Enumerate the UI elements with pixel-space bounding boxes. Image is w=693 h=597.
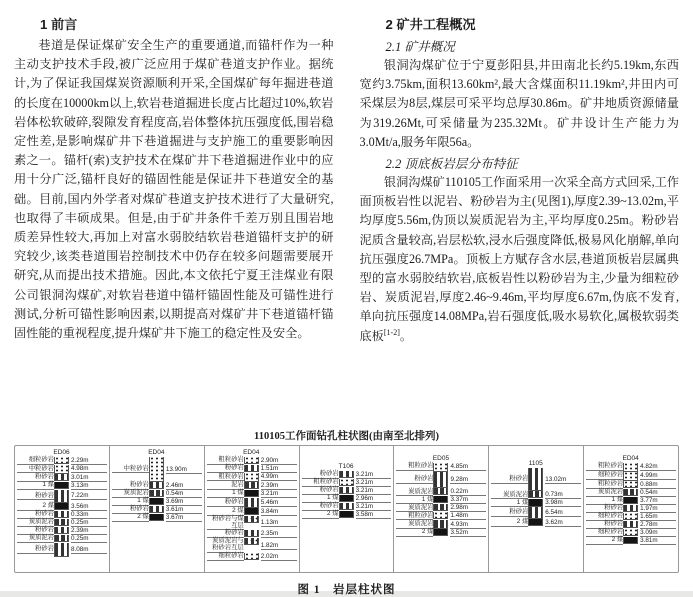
- strata-row: [207, 516, 297, 531]
- lithology-pattern-cell: [623, 513, 638, 520]
- subsection-heading-2-2: 2.2 顶底板岩层分布特征: [385, 157, 518, 172]
- lithology-pattern-cell: [149, 514, 164, 521]
- borehole-id: ED04: [148, 449, 165, 456]
- thickness-value: 3.21m: [356, 503, 392, 511]
- paragraph-text: 银洞沟煤矿110105工作面采用一次采全高方式回采,工作面顶板岩性以泥岩、粉砂岩为主(见图1),厚度2.39~13.02m,平均厚度5.56m,伪顶以炭质泥岩为主,平均厚度0.25m。粉砂岩泥质含量较高,岩层松软,浸水后强度降低,极易风化崩解,单向抗压强度26.7MPa。顶板上方赋存含水层,巷道顶板岩层属典型的富水弱胶结软岩,底板岩性以粉砂岩为主,少量为细粒砂岩、炭质泥岩,厚度2.46~9.46m,平均厚度6.67m,伪底不发育,单向抗压强度14.08MPa,岩石强度低,吸水易软化,属极软弱类底板: [359, 175, 679, 343]
- lithology-label: 炭质泥岩: [396, 505, 433, 513]
- strata-row: [491, 491, 581, 499]
- right-column: [360, 14, 680, 422]
- thickness-value: 0.54m: [166, 490, 202, 498]
- thickness-value: 3.01m: [71, 474, 107, 482]
- lithology-label: 粉砂岩: [112, 482, 149, 490]
- strata-row: [17, 535, 107, 543]
- thickness-value: 3.62m: [545, 519, 581, 527]
- strata-row: [586, 537, 676, 545]
- lithology-label: 2 煤: [17, 503, 54, 511]
- lithology-label: 2 煤: [491, 519, 528, 527]
- thickness-value: 2.29m: [71, 457, 107, 465]
- lithology-pattern-cell: [244, 498, 259, 508]
- thickness-value: 3.77m: [640, 497, 676, 505]
- lithology-pattern-cell: [244, 553, 259, 560]
- lithology-label: 粗粒砂岩: [207, 457, 244, 465]
- lithology-label: 1 煤: [207, 490, 244, 498]
- lithology-pattern-cell: [54, 474, 69, 481]
- strata-row: [586, 513, 676, 521]
- thickness-value: 6.54m: [545, 509, 581, 517]
- strata-row: [396, 529, 486, 537]
- lithology-pattern-cell: [339, 487, 354, 494]
- lithology-label: 粉砂岩: [112, 506, 149, 514]
- thickness-value: 0.25m: [71, 519, 107, 527]
- lithology-pattern-cell: [623, 497, 638, 504]
- thickness-value: 1.65m: [640, 513, 676, 521]
- lithology-pattern-cell: [623, 537, 638, 544]
- thickness-value: 3.21m: [356, 471, 392, 479]
- borehole-id: ED04: [622, 455, 639, 462]
- lithology-label: 中粒砂岩: [112, 466, 149, 474]
- lithology-pattern-cell: [54, 482, 69, 489]
- lithology-label: 粗粒砂岩: [586, 463, 623, 471]
- thickness-value: 0.54m: [640, 489, 676, 497]
- lithology-label: 细粒砂岩: [207, 553, 244, 561]
- strata-row: [491, 468, 581, 491]
- lithology-label: 粉砂岩: [207, 465, 244, 473]
- lithology-label: 炭质泥岩: [17, 535, 54, 543]
- thickness-value: 0.88m: [640, 481, 676, 489]
- thickness-value: 4.99m: [261, 473, 297, 481]
- lithology-pattern-cell: [528, 468, 543, 491]
- thickness-value: 3.84m: [261, 508, 297, 516]
- thickness-value: 2.39m: [261, 482, 297, 490]
- thickness-value: 4.98m: [71, 465, 107, 473]
- lithology-pattern-cell: [339, 511, 354, 518]
- thickness-value: 3.13m: [71, 482, 107, 490]
- strata-row: [207, 553, 297, 561]
- strata-row: [207, 473, 297, 482]
- strata-row: [396, 472, 486, 489]
- paragraph-text: 。: [399, 328, 413, 343]
- lithology-label: 粉砂岩: [17, 511, 54, 519]
- thickness-value: 3.98m: [545, 499, 581, 507]
- lithology-label: 炭质泥岩: [17, 519, 54, 527]
- thickness-value: 1.13m: [261, 519, 297, 527]
- lithology-pattern-cell: [528, 519, 543, 526]
- lithology-label: 细粒砂岩: [586, 529, 623, 537]
- thickness-value: 9.28m: [450, 476, 486, 484]
- lithology-pattern-cell: [433, 463, 448, 472]
- borehole-panel: [205, 446, 300, 572]
- lithology-label: 1 煤: [586, 497, 623, 505]
- borehole-panel: [300, 446, 395, 572]
- strata-row: [112, 498, 202, 506]
- lithology-pattern-cell: [149, 490, 164, 497]
- lithology-label: 粉砂岩: [17, 546, 54, 554]
- lithology-label: 炭质泥岩与粉砂岩互层: [207, 538, 244, 553]
- thickness-value: 2.46m: [166, 482, 202, 490]
- thickness-value: 3.58m: [356, 511, 392, 519]
- lithology-pattern-cell: [54, 465, 69, 474]
- strata-row: [17, 474, 107, 482]
- lithology-label: 粉砂岩: [302, 503, 339, 511]
- borehole-id: ED06: [53, 449, 70, 456]
- borehole-panel: [15, 446, 110, 572]
- lithology-pattern-cell: [54, 535, 69, 542]
- strata-row: [17, 457, 107, 465]
- lithology-pattern-cell: [54, 457, 69, 464]
- lithology-pattern-cell: [149, 482, 164, 489]
- subsection-heading-2-1: 2.1 矿井概况: [385, 40, 455, 54]
- lithology-pattern-cell: [339, 495, 354, 502]
- lithology-pattern-cell: [623, 472, 638, 481]
- lithology-label: 2 煤: [396, 529, 433, 537]
- thickness-value: 13.90m: [166, 466, 202, 474]
- strata-row: [207, 490, 297, 498]
- thickness-value: 3.56m: [71, 503, 107, 511]
- lithology-pattern-cell: [339, 471, 354, 478]
- lithology-pattern-cell: [244, 538, 259, 545]
- lithology-label: 粉砂岩: [17, 493, 54, 501]
- thickness-value: 4.93m: [450, 521, 486, 529]
- lithology-pattern-cell: [433, 496, 448, 503]
- lithology-pattern-cell: [433, 520, 448, 529]
- lithology-pattern-cell: [244, 530, 259, 537]
- lithology-label: 炭质泥岩: [396, 521, 433, 529]
- thickness-value: 3.21m: [356, 479, 392, 487]
- lithology-label: 1 煤: [302, 495, 339, 503]
- lithology-label: 粉砂岩: [491, 476, 528, 484]
- thickness-value: 3.67m: [166, 514, 202, 522]
- thickness-value: 3.69m: [166, 498, 202, 506]
- thickness-value: 1.97m: [640, 505, 676, 513]
- lithology-label: 2 煤: [112, 514, 149, 522]
- thickness-value: 2.35m: [261, 530, 297, 538]
- borehole-panels: [14, 445, 679, 573]
- lithology-label: 1 煤: [491, 500, 528, 508]
- thickness-value: 1.48m: [450, 512, 486, 520]
- strata-row: [302, 503, 392, 511]
- thickness-value: 5.46m: [261, 499, 297, 507]
- roof-floor-paragraph: [360, 173, 680, 346]
- strata-row: [302, 495, 392, 503]
- strata-row: [396, 520, 486, 529]
- lithology-label: 1 煤: [17, 482, 54, 490]
- text-columns: [14, 14, 679, 422]
- lithology-pattern-cell: [244, 482, 259, 489]
- lithology-pattern-cell: [149, 457, 164, 482]
- intro-paragraph: 巷道是保证煤矿安全生产的重要通道,而锚杆作为一种主动支护技术手段,被广泛应用于煤矿巷道支护作业。据统计,为了保证我国煤炭资源顺利开采,全国煤矿每年掘进巷道的长度在10000km以上,软岩巷道掘进长度占比超过10%,软岩岩体松软破碎,裂隙发育程度高,岩体整体抗压强度低,围岩稳定性差,是影响煤矿井下巷道掘进与支护施工的重要影响因素之一。锚杆(索)支护技术在煤矿井下巷道掘进作业中的应用十分广泛,锚杆良好的锚固性能是保证井下巷道安全的基础。目前,国内外学者对煤矿巷道支护技术进行了大量研究,也取得了丰硕成果。但是,由于矿井条件千差万别且围岩地质差异性较大,再加上对富水弱胶结软岩巷道锚杆支护的研究较少,该类巷道围岩控制技术中仍存在较多问题需要展开研究,从而提出技术措施。因此,本文依托宁夏王洼煤业有限公司银洞沟煤矿,对软岩巷道中锚杆锚固性能及可锚性进行测试,分析可锚性影响因素,以期提高对煤矿井下巷道锚杆锚固性能的重视程度,提升煤矿井下施工的稳定性及安全。: [14, 38, 334, 341]
- lithology-pattern-cell: [339, 503, 354, 510]
- lithology-label: 2 煤: [586, 537, 623, 545]
- lithology-label: 粗粒砂岩: [396, 513, 433, 521]
- thickness-value: 13.02m: [545, 476, 581, 484]
- strata-row: [207, 465, 297, 473]
- figure-1: [14, 428, 679, 597]
- lithology-pattern-cell: [54, 519, 69, 526]
- lithology-label: 粉砂岩: [586, 505, 623, 513]
- thickness-value: 0.73m: [545, 491, 581, 499]
- lithology-label: 粗粒砂岩: [396, 463, 433, 471]
- lithology-label: 炭质泥岩: [586, 489, 623, 497]
- borehole-panel: [110, 446, 205, 572]
- lithology-pattern-cell: [623, 463, 638, 472]
- lithology-label: 粗粒砂岩: [586, 481, 623, 489]
- thickness-value: 3.81m: [640, 537, 676, 545]
- lithology-label: 2 煤: [207, 508, 244, 516]
- lithology-label: 1 煤: [112, 498, 149, 506]
- borehole-panel: [489, 446, 584, 572]
- strata-row: [17, 519, 107, 527]
- strata-row: [112, 514, 202, 522]
- strata-row: [491, 499, 581, 507]
- lithology-label: 粉砂岩: [207, 499, 244, 507]
- lithology-pattern-cell: [528, 507, 543, 519]
- strata-row: [586, 497, 676, 505]
- borehole-panel: [584, 446, 678, 572]
- lithology-pattern-cell: [54, 503, 69, 510]
- lithology-pattern-cell: [54, 543, 69, 558]
- thickness-value: 0.25m: [71, 535, 107, 543]
- lithology-label: 粉砂岩: [396, 476, 433, 484]
- thickness-value: 2.02m: [261, 553, 297, 561]
- strata-row: [112, 490, 202, 498]
- lithology-pattern-cell: [623, 481, 638, 488]
- lithology-pattern-cell: [433, 512, 448, 519]
- lithology-label: 粉砂岩: [17, 474, 54, 482]
- lithology-label: 中粒砂岩: [17, 466, 54, 474]
- lithology-pattern-cell: [244, 508, 259, 515]
- lithology-pattern-cell: [244, 465, 259, 472]
- strata-row: [586, 489, 676, 497]
- lithology-pattern-cell: [623, 521, 638, 528]
- borehole-panel: [394, 446, 489, 572]
- lithology-pattern-cell: [244, 490, 259, 497]
- citation-ref: [1-2]: [383, 327, 400, 337]
- borehole-id: ED05: [432, 455, 450, 462]
- strata-row: [207, 457, 297, 465]
- strata-row: [112, 457, 202, 482]
- thickness-value: 0.22m: [450, 488, 486, 496]
- lithology-label: 细粒砂岩: [17, 457, 54, 465]
- lithology-pattern-cell: [339, 479, 354, 486]
- strata-row: [302, 487, 392, 495]
- strata-row: [112, 506, 202, 514]
- lithology-pattern-cell: [528, 491, 543, 498]
- strata-row: [17, 465, 107, 474]
- thickness-value: 2.39m: [71, 527, 107, 535]
- lithology-label: 细粒砂岩: [586, 472, 623, 480]
- section-heading-2: 2 矿井工程概况: [385, 17, 476, 32]
- lithology-pattern-cell: [623, 489, 638, 496]
- thickness-value: 1.82m: [261, 542, 297, 550]
- thickness-value: 0.33m: [71, 511, 107, 519]
- lithology-label: 粉砂岩: [491, 509, 528, 517]
- strata-row: [17, 490, 107, 503]
- lithology-pattern-cell: [244, 457, 259, 464]
- lithology-pattern-cell: [433, 488, 448, 495]
- section-heading-1: 1 前言: [40, 17, 78, 32]
- thickness-value: 4.82m: [640, 463, 676, 471]
- strata-row: [17, 482, 107, 490]
- strata-row: [491, 519, 581, 527]
- lithology-label: 炭质泥岩: [112, 490, 149, 498]
- thickness-value: 3.52m: [450, 529, 486, 537]
- thickness-value: 1.51m: [261, 465, 297, 473]
- strata-row: [396, 463, 486, 472]
- lithology-pattern-cell: [528, 499, 543, 506]
- thickness-value: 3.09m: [640, 529, 676, 537]
- lithology-pattern-cell: [54, 511, 69, 518]
- lithology-label: 粉砂岩: [302, 487, 339, 495]
- strata-row: [17, 503, 107, 511]
- lithology-pattern-cell: [623, 505, 638, 512]
- thickness-value: 8.08m: [71, 546, 107, 554]
- thickness-value: 2.90m: [261, 457, 297, 465]
- thickness-value: 7.22m: [71, 492, 107, 500]
- lithology-pattern-cell: [149, 506, 164, 513]
- lithology-pattern-cell: [54, 490, 69, 503]
- borehole-id: ED04: [243, 449, 260, 456]
- lithology-label: 粗粒砂岩: [302, 479, 339, 487]
- strata-row: [396, 488, 486, 496]
- lithology-label: 1 煤: [396, 497, 433, 505]
- lithology-pattern-cell: [433, 472, 448, 489]
- lithology-label: 炭质泥岩: [396, 489, 433, 497]
- lithology-label: 粉砂岩与煤互层: [207, 516, 244, 531]
- thickness-value: 4.99m: [640, 472, 676, 480]
- thickness-value: 3.21m: [356, 487, 392, 495]
- lithology-label: 炭质泥岩: [491, 492, 528, 500]
- lithology-pattern-cell: [54, 527, 69, 534]
- thickness-value: 3.61m: [166, 506, 202, 514]
- lithology-label: 粗粒砂岩: [207, 474, 244, 482]
- lithology-label: 粉砂岩: [302, 471, 339, 479]
- lithology-label: 粉砂岩: [586, 521, 623, 529]
- strata-row: [207, 538, 297, 553]
- strata-row: [17, 543, 107, 558]
- lithology-label: 细粒砂岩: [586, 513, 623, 521]
- lithology-pattern-cell: [244, 473, 259, 482]
- strata-row: [207, 498, 297, 508]
- strata-row: [586, 529, 676, 537]
- borehole-id: 1105: [528, 460, 543, 467]
- thickness-value: 3.21m: [261, 490, 297, 498]
- figure-caption: 图 1 岩层柱状图: [297, 584, 396, 596]
- lithology-label: 粉砂岩: [17, 527, 54, 535]
- thickness-value: 2.78m: [640, 521, 676, 529]
- lithology-pattern-cell: [149, 498, 164, 505]
- lithology-label: 2 煤: [302, 511, 339, 519]
- thickness-value: 2.96m: [356, 495, 392, 503]
- lithology-pattern-cell: [244, 516, 259, 523]
- borehole-id: T106: [338, 463, 354, 470]
- left-column: [14, 14, 334, 422]
- strata-row: [302, 511, 392, 519]
- lithology-label: 泥岩: [207, 482, 244, 490]
- thickness-value: 4.85m: [450, 463, 486, 471]
- lithology-pattern-cell: [433, 529, 448, 536]
- lithology-pattern-cell: [433, 504, 448, 511]
- thickness-value: 3.37m: [450, 496, 486, 504]
- figure-title: 110105工作面钻孔柱状图(由南至北排列): [254, 431, 439, 442]
- lithology-pattern-cell: [623, 529, 638, 536]
- mine-overview-paragraph: 银洞沟煤矿位于宁夏彭阳县,井田南北长约5.19km,东西宽约3.75km,面积13.60km²,最大含煤面积11.19km²,井田内可采煤层为8层,煤层可采平均总厚30.86m。矿井地质资源储量为319.26Mt,可采储量为235.32Mt。矿井设计生产能力为3.0Mt/a,服务年限56a。: [359, 58, 679, 149]
- thickness-value: 2.98m: [450, 504, 486, 512]
- strata-row: [491, 507, 581, 519]
- strata-row: [207, 482, 297, 490]
- strata-row: [302, 479, 392, 487]
- lithology-label: 粉砂岩: [207, 530, 244, 538]
